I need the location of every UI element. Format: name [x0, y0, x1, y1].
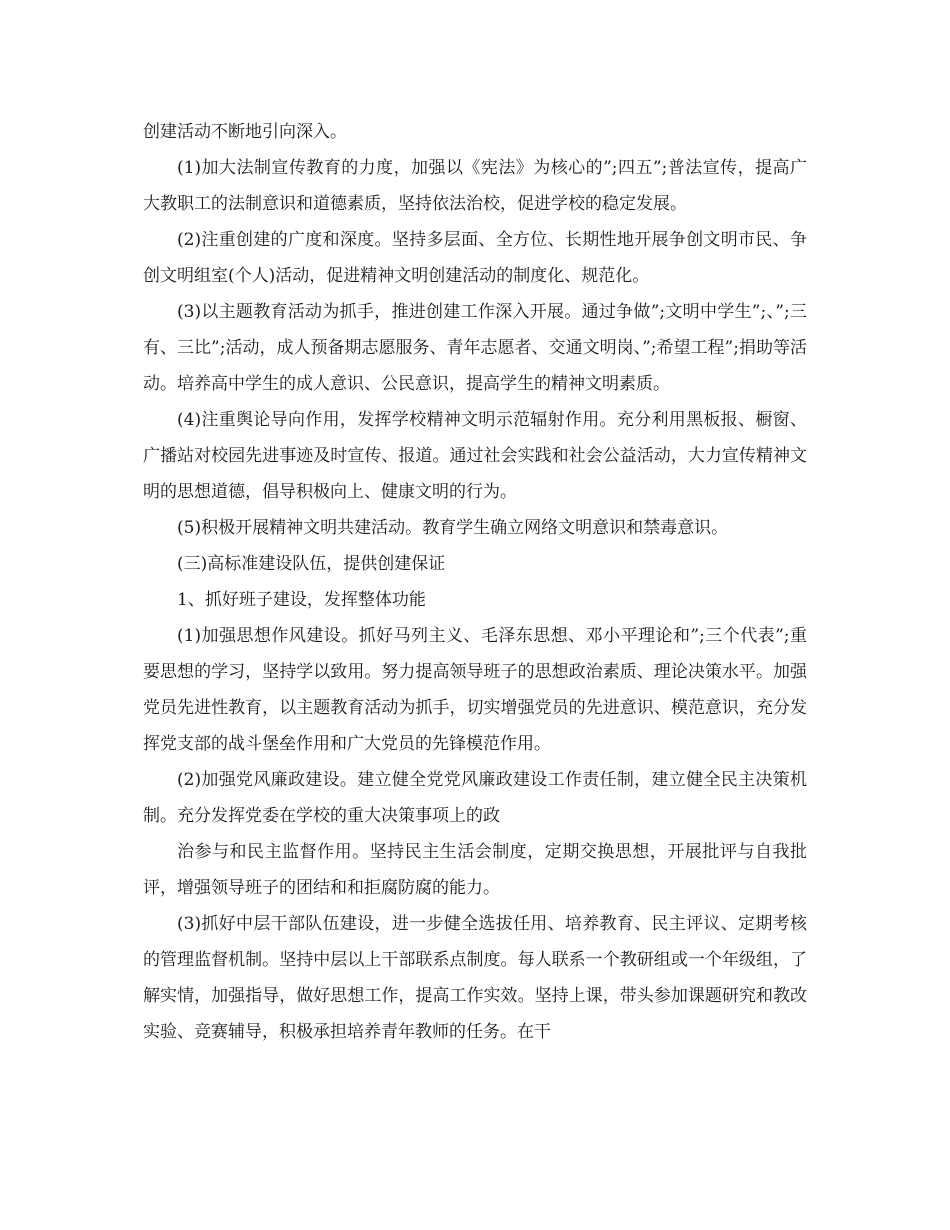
- subsection-heading: 1、抓好班子建设，发挥整体功能: [177, 590, 426, 610]
- paragraph-item-3: (3)以主题教育活动为抓手，推进创建工作深入开展。通过争做”;文明中学生”;、”;三有、三比”;活动，成人预备期志愿服务、青年志愿者、交通文明岗、”;希望工程”;捐助等活动。培养高中学生的成人意识、公民意识，提高学生的精神文明素质。: [143, 302, 807, 394]
- section-heading: (三)高标准建设队伍，提供创建保证: [177, 554, 446, 574]
- paragraph-subitem-2-continued: 治参与和民主监督作用。坚持民主生活会制度，定期交换思想，开展批评与自我批评，增强领导班子的团结和和拒腐防腐的能力。: [143, 842, 807, 898]
- paragraph-subitem-2: (2)加强党风廉政建设。建立健全党党风廉政建设工作责任制，建立健全民主决策机制。充分发挥党委在学校的重大决策事项上的政: [143, 770, 807, 826]
- paragraph-continuation: 创建活动不断地引向深入。: [143, 122, 347, 142]
- paragraph-subitem-3: (3)抓好中层干部队伍建设，进一步健全选拔任用、培养教育、民主评议、定期考核的管理监督机制。坚持中层以上干部联系点制度。每人联系一个教研组或一个年级组，了解实情，加强指导，做好思想工作，提高工作实效。坚持上课，带头参加课题研究和教改实验、竞赛辅导，积极承担培养青年教师的任务。在干: [143, 914, 807, 1042]
- paragraph-item-5: (5)积极开展精神文明共建活动。教育学生确立网络文明意识和禁毒意识。: [177, 518, 729, 538]
- document-body: [143, 114, 807, 1050]
- paragraph-subitem-1: (1)加强思想作风建设。抓好马列主义、毛泽东思想、邓小平理论和”;三个代表”;重要思想的学习，坚持学以致用。努力提高领导班子的思想政治素质、理论决策水平。加强党员先进性教育，以主题教育活动为抓手，切实增强党员的先进意识、模范意识，充分发挥党支部的战斗堡垒作用和广大党员的先锋模范作用。: [143, 626, 807, 754]
- paragraph-item-2: (2)注重创建的广度和深度。坚持多层面、全方位、长期性地开展争创文明市民、争创文明组室(个人)活动，促进精神文明创建活动的制度化、规范化。: [143, 230, 807, 286]
- paragraph-item-4: (4)注重舆论导向作用，发挥学校精神文明示范辐射作用。充分利用黑板报、橱窗、广播站对校园先进事迹及时宣传、报道。通过社会实践和社会公益活动，大力宣传精神文明的思想道德，倡导积极向上、健康文明的行为。: [143, 410, 807, 502]
- paragraph-item-1: (1)加大法制宣传教育的力度，加强以《宪法》为核心的”;四五”;普法宣传，提高广大教职工的法制意识和道德素质，坚持依法治校，促进学校的稳定发展。: [143, 158, 807, 214]
